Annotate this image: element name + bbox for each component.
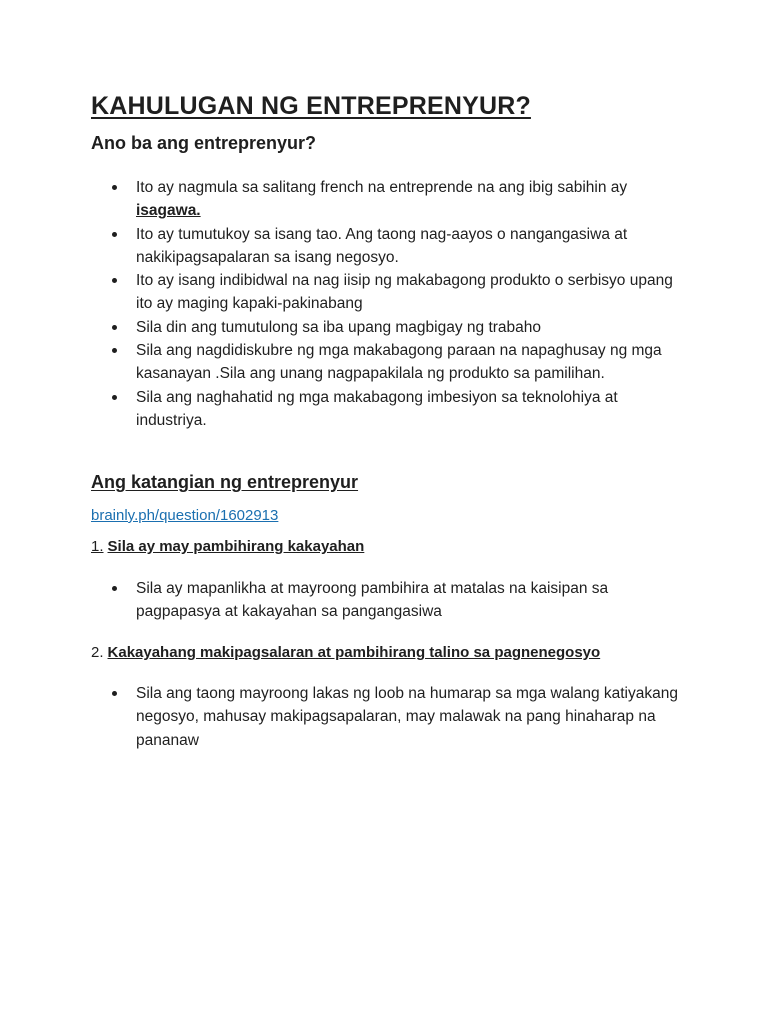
bullet-icon [112,325,117,330]
list-item [110,316,690,339]
list-item [110,682,690,752]
list-item-text: Ito ay nagmula sa salitang french na entreprende na ang ibig sabihin ay [136,179,628,196]
list-item-text: Sila ay mapanlikha at mayroong pambihira at matalas na kaisipan sa pagpapasya at kakayahan sa pangangasiwa [136,580,609,621]
bullet-icon [112,395,117,400]
definition-list [110,176,690,432]
page-subtitle: Ano ba ang entreprenyur? [91,133,317,153]
bullet-icon [112,691,117,696]
trait-heading [91,538,364,555]
trait-title: Sila ay may pambihirang kakayahan [107,538,365,555]
list-item [110,223,690,270]
source-link[interactable]: brainly.ph/question/1602913 [91,507,279,524]
bullet-icon [112,586,117,591]
list-item-text: Sila din ang tumutulong sa iba upang magbigay ng trabaho [136,318,542,336]
bullet-icon [112,348,117,353]
list-item-text: Sila ang nagdidiskubre ng mga makabagong paraan na napaghusay ng mga kasanayan .Sila ang unang nagpapakilala ng produkto sa pamilihan. [136,342,662,383]
list-item [110,386,690,433]
list-item-text: Sila ang taong mayroong lakas ng loob na humarap sa mga walang katiyakang negosyo, mahusay makipagsapalaran, may malawak na pang hinaharap na pananaw [136,685,678,749]
trait-heading [91,644,600,661]
trait-number: 1. [91,538,104,555]
trait-title: Kakayahang makipagsalaran at pambihirang talino sa pagnenegosyo [107,644,601,661]
list-item-text: Ito ay isang indibidwal na nag iisip ng makabagong produkto o serbisyo upang ito ay maging kapaki-pakinabang [136,272,673,313]
list-item-text: Ito ay tumutukoy sa isang tao. Ang taong nag-aayos o nangangasiwa at nakikipagsapalaran sa isang negosyo. [136,225,628,266]
bullet-icon [112,278,117,283]
list-item-text: Sila ang naghahatid ng mga makabagong imbesiyon sa teknolohiya at industriya. [136,388,618,429]
trait-list [110,577,690,624]
bullet-icon [112,232,117,237]
list-item [110,176,690,223]
list-item [110,339,690,386]
trait-number: 2. [91,644,104,661]
list-item [110,577,690,624]
emphasized-term: isagawa. [136,202,201,220]
page-title: KAHULUGAN NG ENTREPRENYUR? [91,92,531,120]
section-heading: Ang katangian ng entreprenyur [91,472,359,492]
trait-list [110,682,690,752]
bullet-icon [112,185,117,190]
list-item [110,269,690,316]
